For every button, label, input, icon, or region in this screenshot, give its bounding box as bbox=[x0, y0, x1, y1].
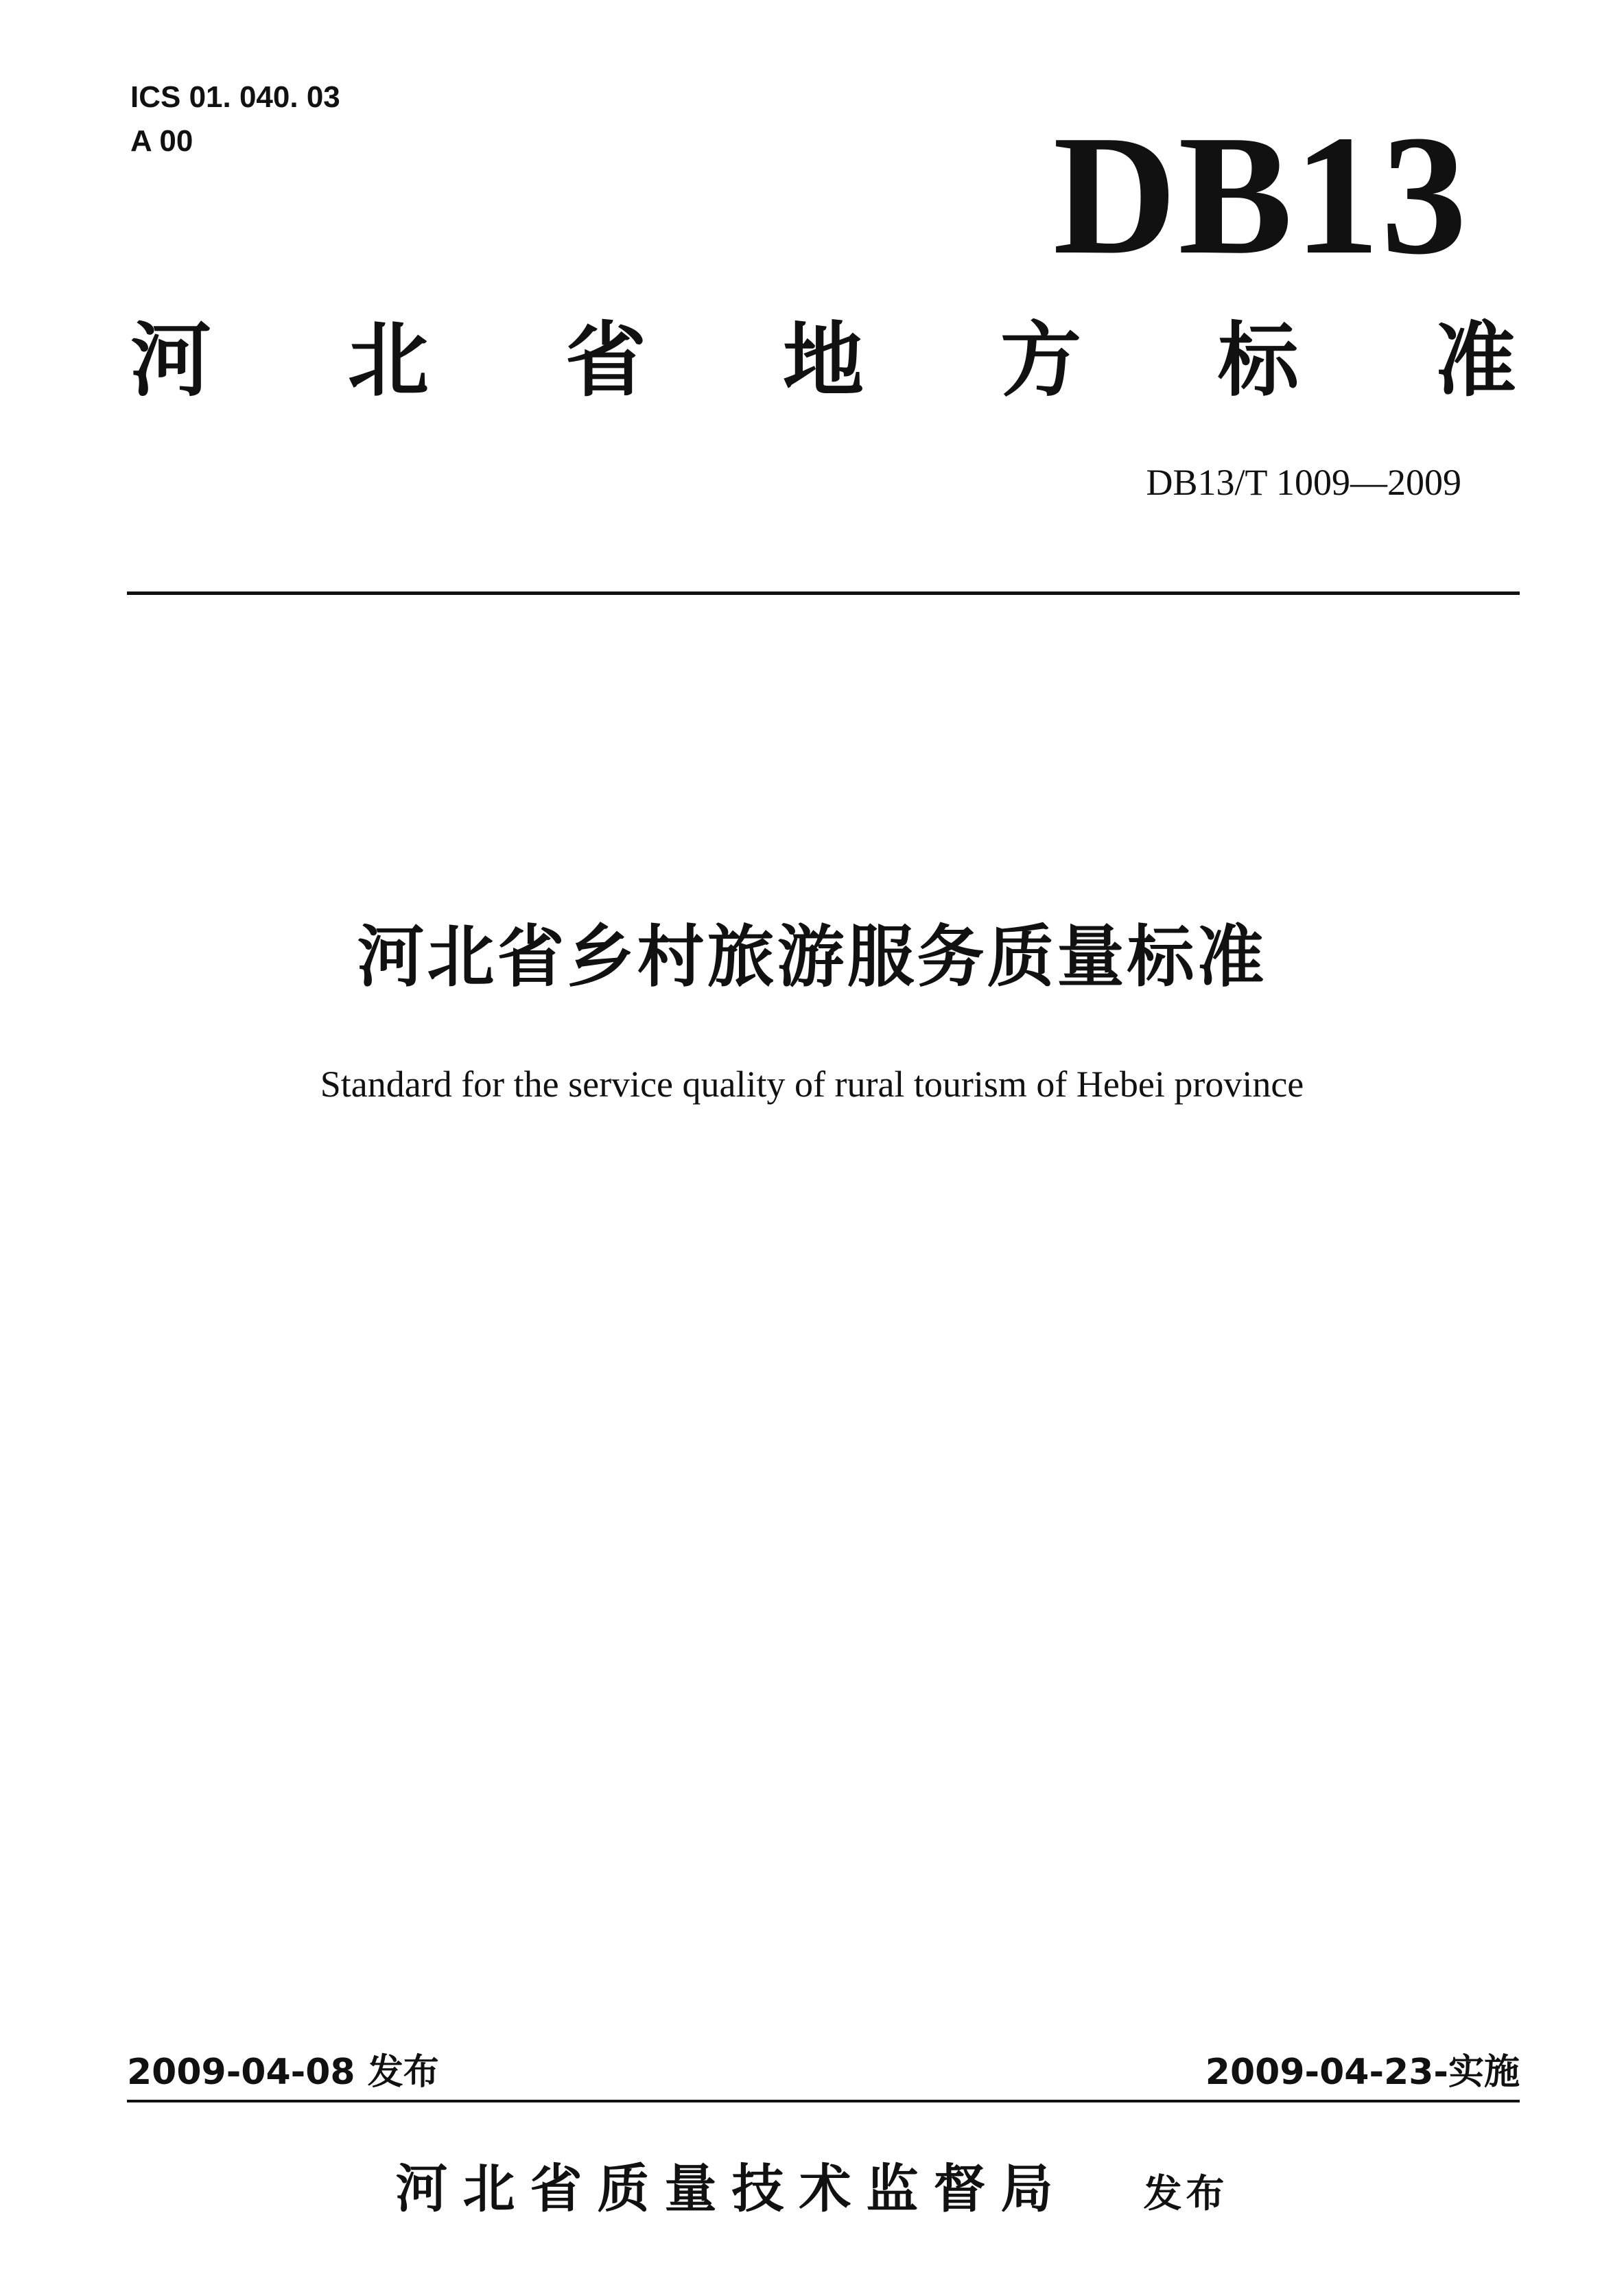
issuing-authority: 河北省质量技术监督局 bbox=[395, 2158, 1068, 2219]
ics-code: ICS 01. 040. 03 bbox=[130, 80, 340, 114]
standard-type-char: 北 bbox=[347, 313, 429, 408]
issue-action: 发布 bbox=[1143, 2172, 1229, 2216]
date-row bbox=[127, 2048, 1520, 2096]
standard-type-heading bbox=[130, 309, 1516, 412]
document-title-chinese: 河北省乡村旅游服务质量标准 bbox=[357, 918, 1267, 996]
bottom-divider bbox=[127, 2100, 1520, 2102]
standard-type-char: 河 bbox=[130, 313, 212, 408]
standard-type-char: 标 bbox=[1217, 313, 1299, 408]
document-title-english: Standard for the service quality of rural tourism of Hebei province bbox=[320, 1064, 1304, 1105]
standard-type-char: 准 bbox=[1435, 313, 1516, 408]
implement-date: 2009-04-23-实施 bbox=[1205, 2052, 1520, 2093]
standard-type-char: 方 bbox=[1000, 313, 1081, 408]
classification-block bbox=[130, 75, 340, 163]
issuer-row bbox=[0, 2155, 1624, 2229]
standard-type-char: 省 bbox=[565, 313, 646, 408]
ccs-code: A 00 bbox=[130, 124, 193, 158]
standard-type-char: 地 bbox=[782, 313, 864, 408]
standard-number: DB13/T 1009—2009 bbox=[1146, 462, 1461, 503]
standard-code-large: DB13 bbox=[1052, 100, 1468, 290]
publish-date: 2009-04-08 发布 bbox=[127, 2052, 439, 2093]
top-divider bbox=[127, 591, 1520, 595]
